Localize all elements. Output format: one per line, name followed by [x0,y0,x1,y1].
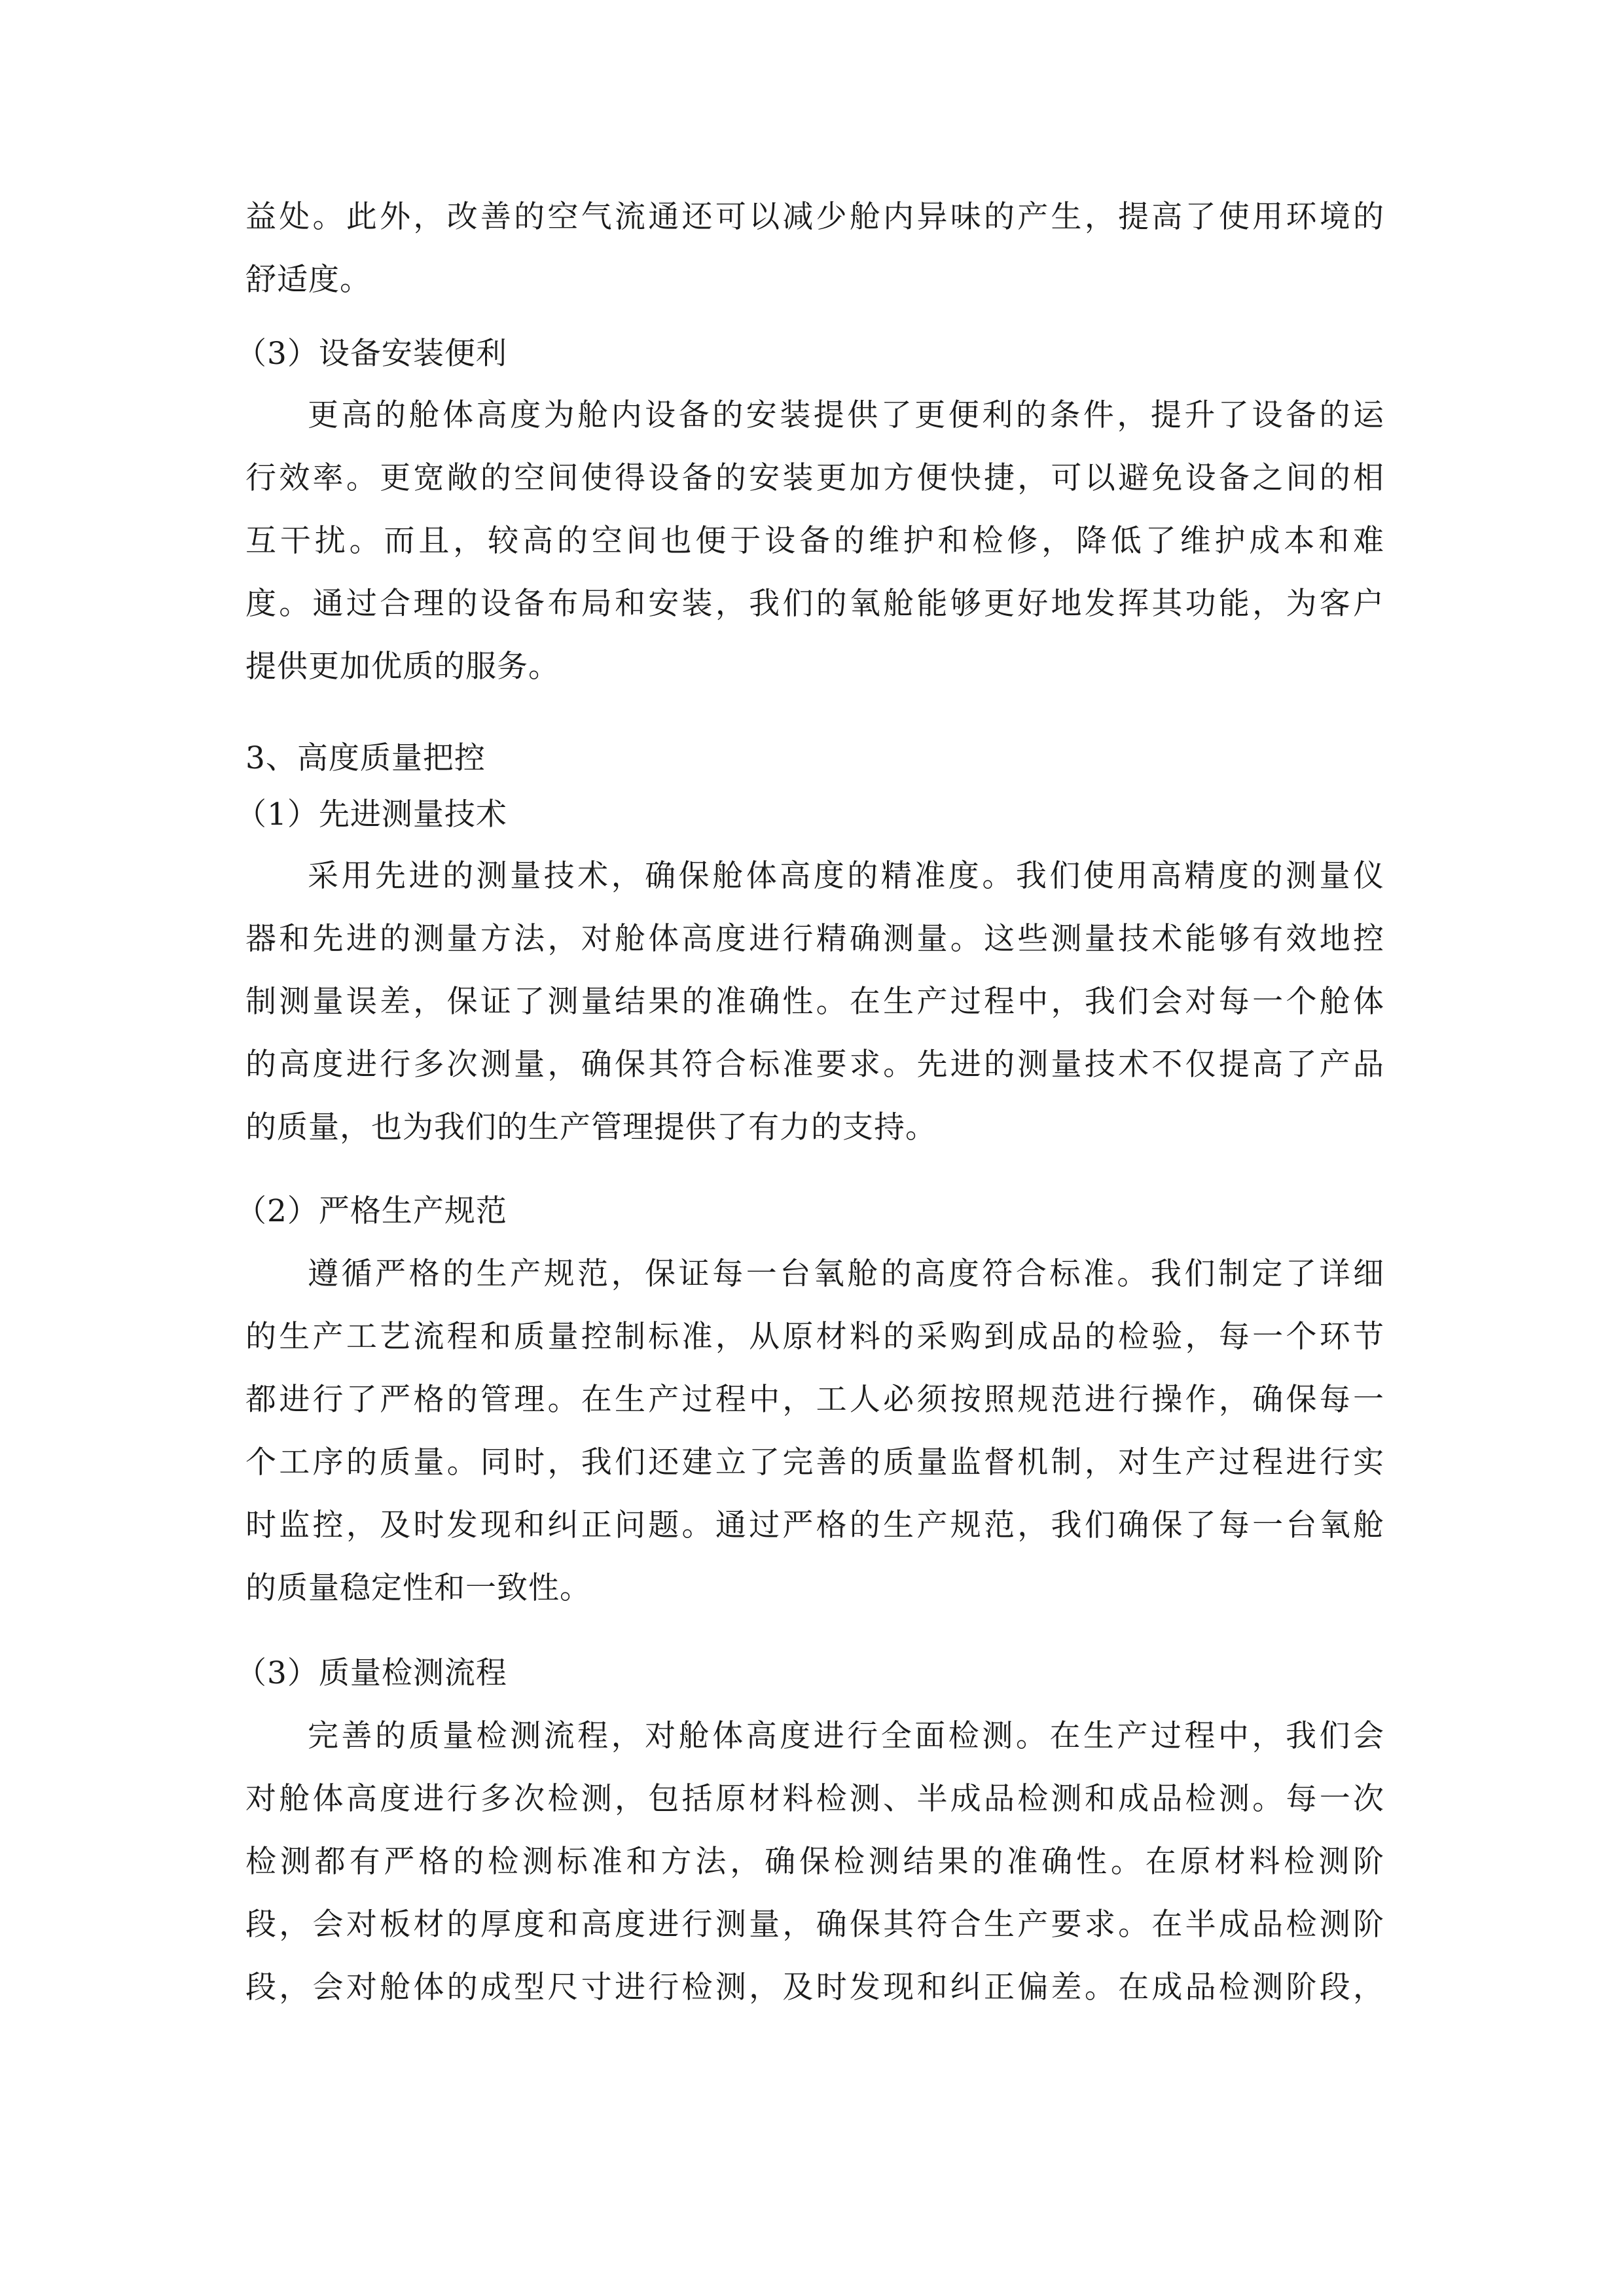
paragraph-line: 的质量，也为我们的生产管理提供了有力的支持。 [245,1109,937,1145]
paragraph-line: 制测量误差，保证了测量结果的准确性。在生产过程中，我们会对每一个舱体 [245,984,1384,1020]
paragraph-line: 个工序的质量。同时，我们还建立了完善的质量监督机制，对生产过程进行实 [245,1444,1384,1480]
paragraph-line: 提供更加优质的服务。 [245,649,560,685]
paragraph-line: 采用先进的测量技术，确保舱体高度的精准度。我们使用高精度的测量仪 [308,858,1384,894]
paragraph-line: 舒适度。 [245,262,371,298]
paragraph-line: 更高的舱体高度为舱内设备的安装提供了更便利的条件，提升了设备的运 [308,397,1384,433]
paragraph-line: 段，会对板材的厚度和高度进行测量，确保其符合生产要求。在半成品检测阶 [245,1907,1384,1943]
paragraph-line: 检测都有严格的检测标准和方法，确保检测结果的准确性。在原材料检测阶 [245,1844,1384,1880]
subsection-heading: （2）严格生产规范 [236,1193,507,1229]
paragraph-line: 的生产工艺流程和质量控制标准，从原材料的采购到成品的检验，每一个环节 [245,1319,1384,1355]
paragraph-line: 完善的质量检测流程，对舱体高度进行全面检测。在生产过程中，我们会 [308,1718,1384,1754]
paragraph-line: 段，会对舱体的成型尺寸进行检测，及时发现和纠正偏差。在成品检测阶段， [245,1969,1384,2005]
paragraph-line: 器和先进的测量方法，对舱体高度进行精确测量。这些测量技术能够有效地控 [245,921,1384,957]
paragraph-line: 的质量稳定性和一致性。 [245,1570,591,1606]
paragraph-line: 行效率。更宽敞的空间使得设备的安装更加方便快捷，可以避免设备之间的相 [245,460,1384,496]
paragraph-line: 互干扰。而且，较高的空间也便于设备的维护和检修，降低了维护成本和难 [245,523,1384,559]
paragraph-line: 时监控，及时发现和纠正问题。通过严格的生产规范，我们确保了每一台氧舱 [245,1507,1384,1543]
paragraph-line: 益处。此外，改善的空气流通还可以减少舱内异味的产生，提高了使用环境的 [245,199,1384,235]
subsection-heading: （1）先进测量技术 [236,797,507,833]
paragraph-line: 遵循严格的生产规范，保证每一台氧舱的高度符合标准。我们制定了详细 [308,1256,1384,1292]
paragraph-line: 的高度进行多次测量，确保其符合标准要求。先进的测量技术不仅提高了产品 [245,1047,1384,1083]
section-heading: 3、高度质量把控 [245,740,486,776]
paragraph-line: 都进行了严格的管理。在生产过程中，工人必须按照规范进行操作，确保每一 [245,1382,1384,1418]
paragraph-line: 对舱体高度进行多次检测，包括原材料检测、半成品检测和成品检测。每一次 [245,1781,1384,1817]
subsection-heading: （3）设备安装便利 [236,336,507,372]
paragraph-line: 度。通过合理的设备布局和安装，我们的氧舱能够更好地发挥其功能，为客户 [245,586,1384,622]
subsection-heading: （3）质量检测流程 [236,1655,507,1691]
